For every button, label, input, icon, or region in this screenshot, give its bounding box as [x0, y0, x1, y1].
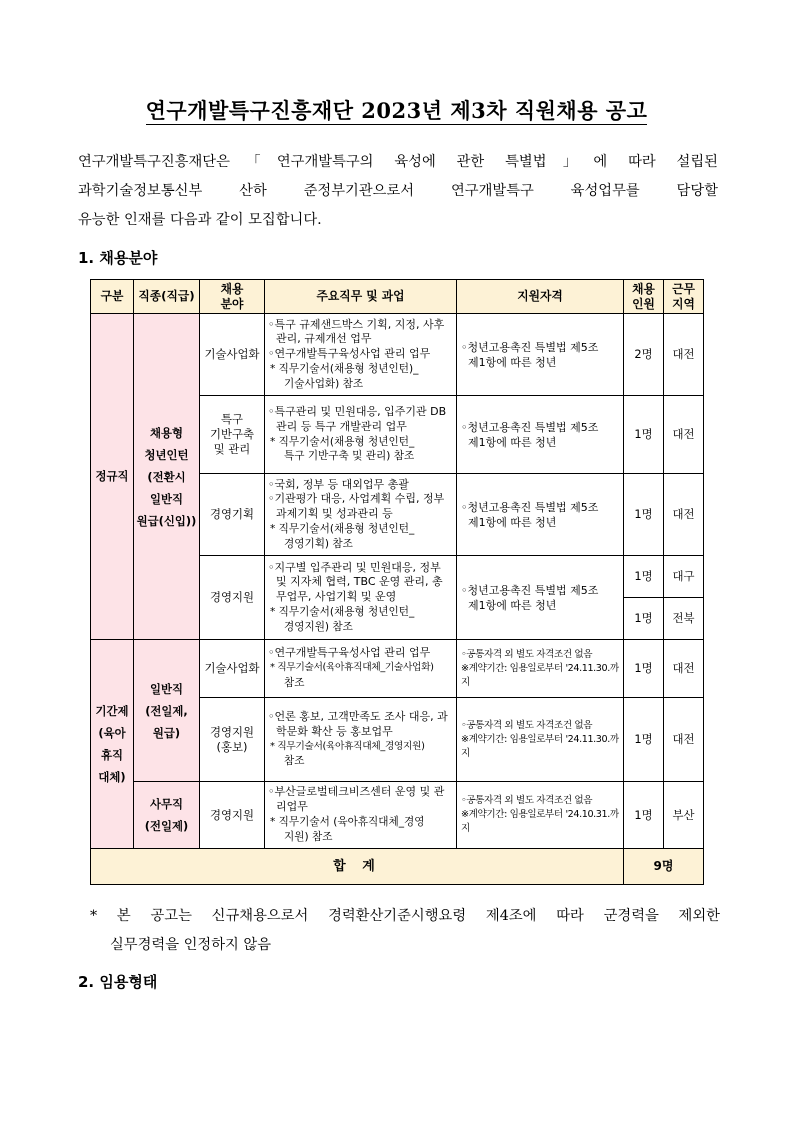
field-cell: 경영기획 [200, 474, 265, 556]
count-cell: 1명 [624, 396, 664, 474]
qualification-cell: ◦공통자격 외 별도 자격조건 없음 ※계약기간: 임용일로부터 '24.11.30.까지 [457, 698, 624, 782]
intro-line: 과학기술정보통신부 산하 준정부기관으로서 연구개발특구 육성업무를 담당할 [78, 183, 718, 199]
table-header-row [91, 280, 704, 314]
job-type-intern: 채용형 청년인턴 (전환시 일반직 원급(신입)) [134, 314, 200, 640]
recruitment-table [90, 279, 704, 885]
footnote-line: 실무경력을 인정하지 않음 [110, 937, 272, 953]
job-type-general: 일반직 (전일제, 원급) [134, 640, 200, 782]
region-cell: 대전 [664, 698, 704, 782]
qualification-cell: ◦청년고용촉진 특별법 제5조 제1항에 따른 청년 [457, 396, 624, 474]
region-cell: 전북 [664, 598, 704, 640]
count-cell: 2명 [624, 314, 664, 396]
count-cell: 1명 [624, 556, 664, 598]
header-duties: 주요직무 및 과업 [265, 280, 457, 314]
category-regular: 정규직 [91, 314, 134, 640]
intro-line: 연구개발특구진흥재단은「연구개발특구의 육성에 관한 특별법」에 따라 설립된 [78, 154, 718, 170]
region-cell: 대구 [664, 556, 704, 598]
header-field: 채용 분야 [200, 280, 265, 314]
region-cell: 대전 [664, 396, 704, 474]
header-category: 구분 [91, 280, 134, 314]
region-cell: 대전 [664, 640, 704, 698]
field-cell: 경영지원 (홍보) [200, 698, 265, 782]
count-cell: 1명 [624, 598, 664, 640]
duties-cell: ◦언론 홍보, 고객만족도 조사 대응, 과학문화 확산 등 홍보업무 * 직무기술서(육아휴직대체_경영지원) 참조 [265, 698, 457, 782]
count-cell: 1명 [624, 640, 664, 698]
category-term: 기간제 (육아 휴직 대체) [91, 640, 134, 849]
region-cell: 부산 [664, 782, 704, 849]
header-count: 채용 인원 [624, 280, 664, 314]
region-cell: 대전 [664, 474, 704, 556]
field-cell: 기술사업화 [200, 640, 265, 698]
field-cell: 기술사업화 [200, 314, 265, 396]
count-cell: 1명 [624, 698, 664, 782]
header-qualification: 지원자격 [457, 280, 624, 314]
footnote [90, 902, 720, 960]
page-title: 연구개발특구진흥재단 2023년 제3차 직원채용 공고 [145, 98, 648, 123]
total-value: 9명 [624, 849, 704, 885]
duties-cell: ◦특구관리 및 민원대응, 입주기관 DB관리 등 특구 개발관리 업무 * 직무기술서(채용형 청년인턴_ 특구 기반구축 및 관리) 참조 [265, 396, 457, 474]
field-cell: 경영지원 [200, 782, 265, 849]
header-job-type: 직종(직급) [134, 280, 200, 314]
intro-paragraph [78, 148, 718, 235]
table-row [91, 640, 704, 698]
field-cell: 특구 기반구축 및 관리 [200, 396, 265, 474]
count-cell: 1명 [624, 782, 664, 849]
table-row [91, 782, 704, 849]
region-cell: 대전 [664, 314, 704, 396]
duties-cell: ◦연구개발특구육성사업 관리 업무 * 직무기술서(육아휴직대체_기술사업화) 참조 [265, 640, 457, 698]
qualification-cell: ◦청년고용촉진 특별법 제5조 제1항에 따른 청년 [457, 474, 624, 556]
duties-cell: ◦부산글로벌테크비즈센터 운영 및 관리업무 * 직무기술서 (육아휴직대체_경영 지원) 참조 [265, 782, 457, 849]
field-cell: 경영지원 [200, 556, 265, 640]
duties-cell: ◦특구 규제샌드박스 기획, 지정, 사후관리, 규제개선 업무 ◦연구개발특구육성사업 관리 업무 * 직무기술서(채용형 청년인턴)_ 기술사업화) 참조 [265, 314, 457, 396]
footnote-line: * 본 공고는 신규채용으로서 경력환산기준시행요령 제4조에 따라 군경력을 제외한 [90, 908, 720, 924]
table-total-row [91, 849, 704, 885]
duties-cell: ◦지구별 입주관리 및 민원대응, 정부 및 지자체 협력, TBC 운영 관리, 총무업무, 사업기획 및 운영 * 직무기술서(채용형 청년인턴_ 경영지원) 참조 [265, 556, 457, 640]
section-heading-recruitment-fields: 1. 채용분야 [78, 249, 158, 267]
table-row [91, 314, 704, 396]
intro-line: 유능한 인재를 다음과 같이 모집합니다. [78, 212, 322, 228]
qualification-cell: ◦공통자격 외 별도 자격조건 없음 ※계약기간: 임용일로부터 '24.11.30.까지 [457, 640, 624, 698]
section-heading-employment-type: 2. 임용형태 [78, 973, 158, 991]
count-cell: 1명 [624, 474, 664, 556]
total-label: 합 계 [91, 849, 624, 885]
qualification-cell: ◦공통자격 외 별도 자격조건 없음 ※계약기간: 임용일로부터 '24.10.31.까지 [457, 782, 624, 849]
qualification-cell: ◦청년고용촉진 특별법 제5조 제1항에 따른 청년 [457, 314, 624, 396]
duties-cell: ◦국회, 정부 등 대외업무 총괄 ◦기관평가 대응, 사업계획 수립, 정부과제기획 및 성과관리 등 * 직무기술서(채용형 청년인턴_ 경영기획) 참조 [265, 474, 457, 556]
job-type-clerk: 사무직 (전일제) [134, 782, 200, 849]
header-region: 근무 지역 [664, 280, 704, 314]
qualification-cell: ◦청년고용촉진 특별법 제5조 제1항에 따른 청년 [457, 556, 624, 640]
